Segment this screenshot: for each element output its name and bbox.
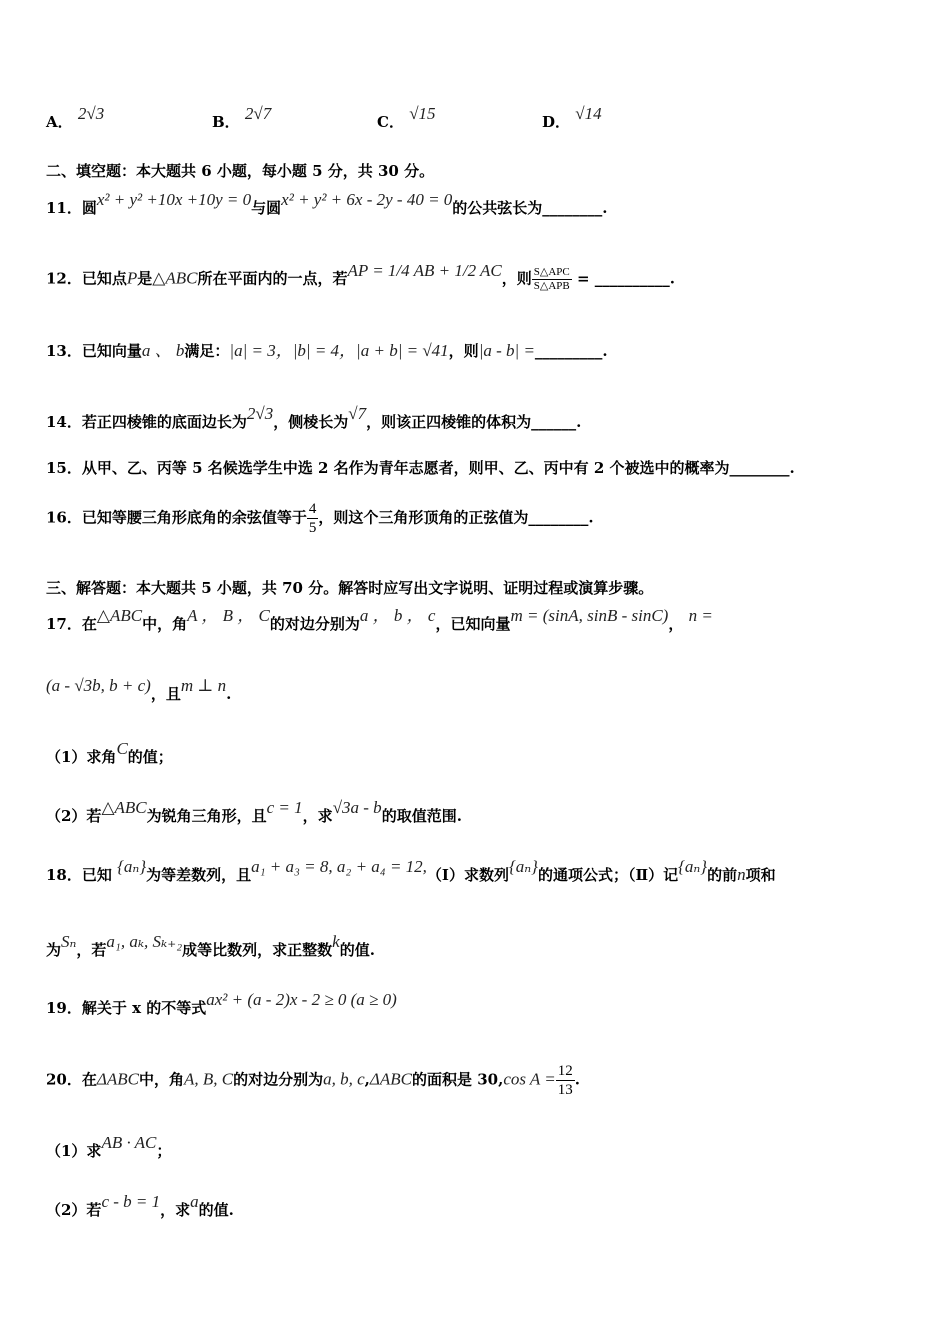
q-math: {aₙ} bbox=[678, 857, 708, 876]
question-17-part1 bbox=[46, 739, 173, 767]
q-text: ，侧棱长为 bbox=[273, 413, 349, 431]
q-math: a, b, c bbox=[323, 1069, 365, 1089]
q-text: （Ⅰ）求数列 bbox=[426, 866, 509, 884]
question-number: 13． bbox=[46, 342, 82, 360]
q-text: 中，角 bbox=[138, 1070, 184, 1089]
q-text: 的公共弦长为________. bbox=[452, 199, 608, 217]
section2-heading: 二、填空题：本大题共 6 小题，每小题 5 分，共 30 分。 bbox=[46, 162, 435, 180]
question-19 bbox=[46, 990, 397, 1018]
frac-num: 4 bbox=[308, 501, 317, 517]
q-text: 的通项公式；（Ⅱ）记 bbox=[537, 866, 679, 884]
question-12 bbox=[46, 260, 675, 293]
q-text: 已知点 bbox=[81, 269, 127, 288]
q-math: ΔABC bbox=[96, 1069, 139, 1089]
q-text: 是 bbox=[137, 269, 153, 288]
q-text: = __________. bbox=[576, 269, 675, 288]
q-text: ，则 bbox=[448, 342, 479, 360]
q-text: 的值； bbox=[127, 748, 173, 766]
option-b bbox=[212, 104, 272, 132]
option-label: C． bbox=[377, 113, 404, 131]
q-text: ，且 bbox=[150, 685, 181, 703]
q-math: x² + y² + 6x - 2y - 40 = 0 bbox=[281, 190, 453, 209]
q-text: 解关于 x 的不等式 bbox=[81, 999, 207, 1017]
question-number: 12． bbox=[46, 269, 82, 288]
q-math: A, B, C bbox=[184, 1069, 234, 1089]
q-text: ， bbox=[668, 615, 684, 633]
q-math: c - b = 1 bbox=[101, 1192, 161, 1211]
q-text: 已知等腰三角形底角的余弦值等于 bbox=[81, 508, 307, 527]
q-text: ，已知向量 bbox=[435, 615, 511, 633]
q-math: △ABC bbox=[101, 798, 147, 817]
option-label: B． bbox=[212, 113, 240, 131]
q-math: √3a - b bbox=[332, 798, 382, 817]
q-math: k bbox=[332, 932, 340, 951]
question-number: 18． bbox=[46, 866, 82, 884]
q-math: 2√3 bbox=[246, 404, 274, 423]
q-text: ，求 bbox=[302, 807, 333, 825]
question-number: 17． bbox=[46, 615, 82, 633]
q-text: 为 bbox=[46, 941, 62, 959]
q-math: P bbox=[126, 268, 138, 288]
q-text: （2）若 bbox=[46, 1201, 102, 1219]
question-number: 20． bbox=[46, 1070, 82, 1089]
q-math: a bbox=[190, 1192, 199, 1211]
q-math: a 、 b bbox=[141, 341, 185, 360]
q-text: . bbox=[226, 685, 232, 703]
q-math: Sₙ bbox=[61, 932, 77, 951]
q-text: 成等比数列，求正整数 bbox=[182, 941, 333, 959]
question-17 bbox=[46, 606, 713, 634]
option-value: √14 bbox=[575, 104, 602, 123]
q-math: AB · AC bbox=[101, 1133, 157, 1152]
q-math: m = (sinA, sinB - sinC) bbox=[510, 606, 669, 625]
q-text: （2）若 bbox=[46, 807, 102, 825]
q-text: 为等差数列，且 bbox=[146, 866, 252, 884]
question-17-line2 bbox=[46, 676, 232, 704]
q-math: A ， B ， C bbox=[187, 606, 270, 625]
option-value: 2√3 bbox=[77, 104, 105, 123]
question-16 bbox=[46, 500, 594, 537]
question-20-part2 bbox=[46, 1192, 234, 1220]
question-17-part2 bbox=[46, 798, 462, 826]
question-15 bbox=[46, 458, 795, 478]
q-math: n bbox=[737, 865, 746, 884]
frac-den: 5 bbox=[308, 520, 317, 536]
q-math: {aₙ} bbox=[117, 857, 147, 876]
q-text: 所在平面内的一点，若 bbox=[197, 269, 348, 288]
section3-heading: 三、解答题：本大题共 5 小题，共 70 分。解答时应写出文字说明、证明过程或演算步骤。 bbox=[46, 579, 654, 597]
option-value: √15 bbox=[409, 104, 436, 123]
q-text: ，则 bbox=[501, 269, 532, 288]
question-18-line2 bbox=[46, 932, 375, 960]
question-number: 14． bbox=[46, 413, 82, 431]
q-math: (a - √3b, b + c) bbox=[46, 676, 151, 695]
q-text: 从甲、乙、丙等 5 名候选学生中选 2 名作为青年志愿者，则甲、乙、丙中有 2 个被选中的概率为________. bbox=[81, 459, 795, 477]
q-text: 的对边分别为 bbox=[233, 1070, 324, 1089]
option-d bbox=[542, 104, 602, 132]
question-number: 16． bbox=[46, 508, 82, 527]
q-math: √7 bbox=[348, 404, 367, 423]
q-text: ，求 bbox=[160, 1201, 191, 1219]
q-math: |a| = 3，|b| = 4，|a + b| = √41 bbox=[229, 341, 449, 360]
q-text: 若正四棱锥的底面边长为 bbox=[81, 413, 247, 431]
q-text: 的前 bbox=[707, 866, 738, 884]
cos-fraction bbox=[556, 1062, 575, 1099]
q-text: 与圆 bbox=[251, 199, 282, 217]
q-math: |a - b| = bbox=[478, 341, 535, 360]
option-label: D． bbox=[542, 113, 571, 131]
q-text: 在 bbox=[81, 1070, 97, 1089]
q-text: （1）求 bbox=[46, 1142, 102, 1160]
q-math: ΔABC bbox=[369, 1069, 412, 1089]
q-math: n = bbox=[688, 606, 713, 625]
q-text: , bbox=[364, 1070, 370, 1089]
option-value: 2√7 bbox=[244, 104, 272, 123]
q-text: 项和 bbox=[745, 866, 776, 884]
q-math: a₁ + a₃ = 8, a₂ + a₄ = 12, bbox=[251, 857, 427, 876]
q-text: 中，角 bbox=[142, 615, 188, 633]
q-text: ，则这个三角形顶角的正弦值为________. bbox=[318, 508, 594, 527]
frac-num: 12 bbox=[557, 1063, 573, 1079]
q-math: C bbox=[116, 739, 128, 758]
question-number: 19． bbox=[46, 999, 82, 1017]
question-11 bbox=[46, 190, 608, 218]
q-text: ； bbox=[156, 1142, 172, 1160]
question-13 bbox=[46, 341, 608, 361]
q-text: 在 bbox=[81, 615, 97, 633]
q-text: 已知 bbox=[81, 866, 112, 884]
q-math: a ， b ， c bbox=[359, 606, 436, 625]
q-math: △ABC bbox=[96, 606, 143, 625]
q-text: 圆 bbox=[81, 199, 97, 217]
question-number: 11． bbox=[46, 199, 82, 217]
q-text: _________. bbox=[534, 342, 608, 360]
question-20-part1 bbox=[46, 1133, 172, 1161]
q-text: 的面积是 30, bbox=[412, 1070, 504, 1089]
question-number: 15． bbox=[46, 459, 82, 477]
ratio-num: S△APC bbox=[533, 266, 570, 278]
ratio-den: S△APB bbox=[533, 280, 570, 292]
q-math: m ⊥ n bbox=[180, 676, 227, 695]
q-math: cos A = bbox=[503, 1069, 556, 1089]
option-label: A． bbox=[46, 113, 73, 131]
area-ratio bbox=[532, 266, 572, 293]
q-math: ax² + (a - 2)x - 2 ≥ 0 (a ≥ 0) bbox=[206, 990, 397, 1009]
option-c bbox=[377, 104, 436, 132]
q-text: 的值. bbox=[198, 1201, 234, 1219]
q-text: 的取值范围. bbox=[381, 807, 462, 825]
question-20 bbox=[46, 1062, 580, 1099]
q-text: ，若 bbox=[76, 941, 107, 959]
q-text: 为锐角三角形，且 bbox=[146, 807, 267, 825]
q-text: ，则该正四棱锥的体积为______. bbox=[366, 413, 582, 431]
cos-fraction bbox=[307, 500, 319, 537]
q-text: （1）求角 bbox=[46, 748, 117, 766]
q-text: 的对边分别为 bbox=[269, 615, 360, 633]
option-a bbox=[46, 104, 105, 132]
q-text: 满足： bbox=[184, 342, 230, 360]
frac-den: 13 bbox=[557, 1082, 573, 1098]
q-math: c = 1 bbox=[266, 798, 303, 817]
q-math: △ABC bbox=[152, 268, 198, 288]
q-text: 已知向量 bbox=[81, 342, 142, 360]
q-math: a₁, aₖ, Sₖ₊₂ bbox=[106, 932, 183, 951]
q-text: . bbox=[574, 1070, 580, 1089]
q-math: {aₙ} bbox=[508, 857, 538, 876]
q-text: 的值. bbox=[339, 941, 375, 959]
question-14 bbox=[46, 404, 582, 432]
q-math: AP = 1/4 AB + 1/2 AC bbox=[347, 260, 502, 280]
question-18 bbox=[46, 857, 776, 885]
q-math: x² + y² +10x +10y = 0 bbox=[96, 190, 252, 209]
